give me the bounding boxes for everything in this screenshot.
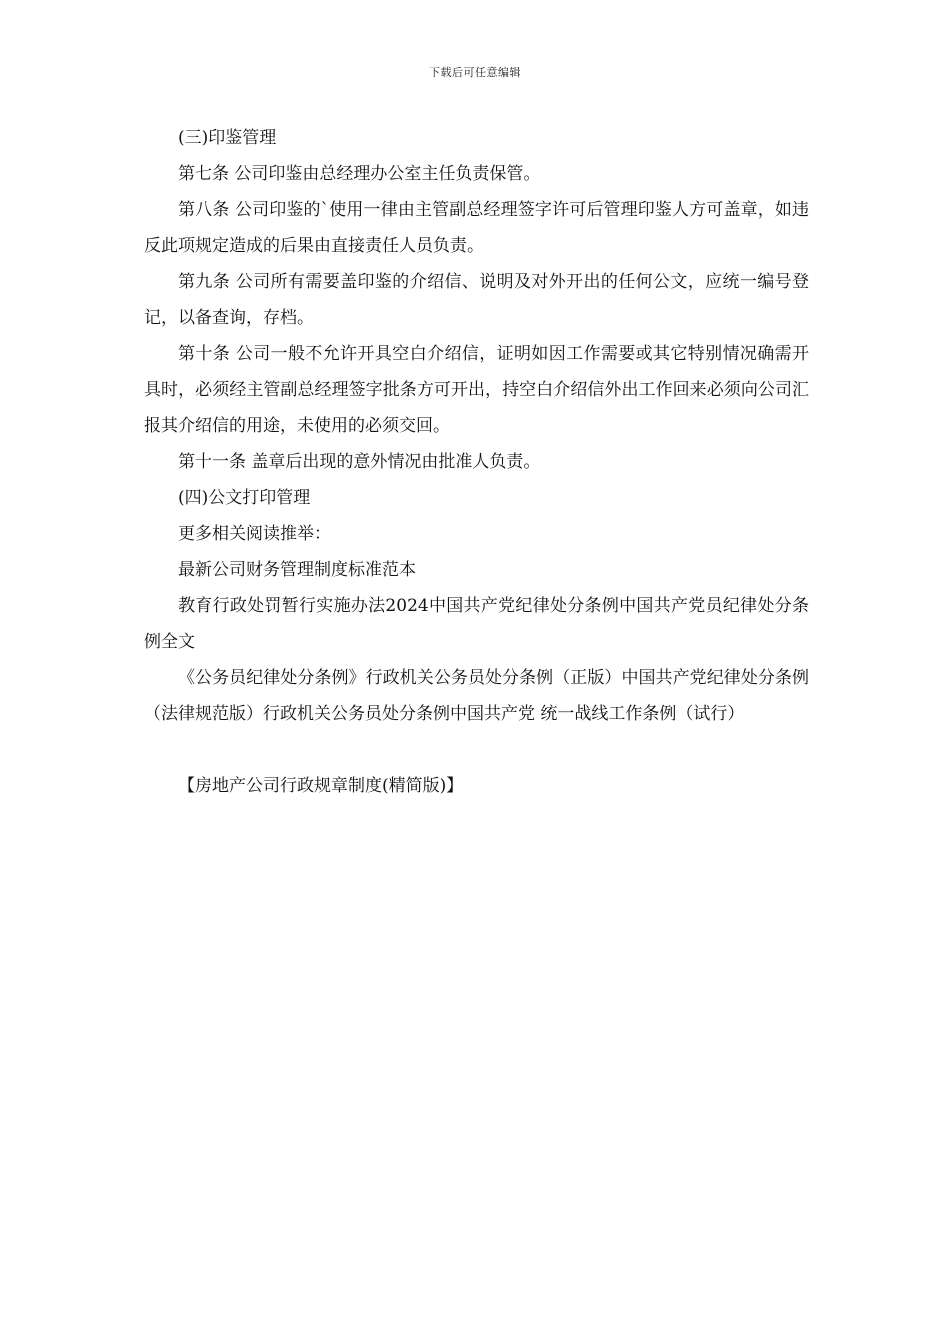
article-8: 第八条 公司印鉴的`使用一律由主管副总经理签字许可后管理印鉴人方可盖章，如违反此项规定造成的后果由直接责任人员负责。 bbox=[144, 200, 809, 256]
related-link-civil-servant: 《公务员纪律处分条例》行政机关公务员处分条例（正版）中国共产党纪律处分条例（法律规范版）行政机关公务员处分条例中国共产党 统一战线工作条例（试行） bbox=[144, 668, 809, 724]
related-reading-label: 更多相关阅读推举： bbox=[178, 524, 331, 544]
document-body bbox=[144, 120, 809, 804]
footer-title: 【房地产公司行政规章制度(精简版)】 bbox=[178, 776, 464, 796]
article-10: 第十条 公司一般不允许开具空白介绍信，证明如因工作需要或其它特别情况确需开具时，必须经主管副总经理签字批条方可开出，持空白介绍信外出工作回来必须向公司汇报其介绍信的用途，未使用的必须交回。 bbox=[144, 344, 809, 436]
related-link-finance: 最新公司财务管理制度标准范本 bbox=[178, 560, 416, 580]
article-7: 第七条 公司印鉴由总经理办公室主任负责保管。 bbox=[178, 164, 541, 184]
article-11: 第十一条 盖章后出现的意外情况由批准人负责。 bbox=[178, 452, 541, 472]
page-header: 下载后可任意编辑 bbox=[429, 66, 521, 79]
section-heading-seal: (三)印鉴管理 bbox=[178, 128, 277, 148]
related-link-education: 教育行政处罚暂行实施办法2024中国共产党纪律处分条例中国共产党员纪律处分条例全文 bbox=[144, 596, 809, 652]
article-9: 第九条 公司所有需要盖印鉴的介绍信、说明及对外开出的任何公文，应统一编号登记，以备查询，存档。 bbox=[144, 272, 809, 328]
section-heading-printing: (四)公文打印管理 bbox=[178, 488, 311, 508]
blank-line bbox=[144, 732, 809, 768]
